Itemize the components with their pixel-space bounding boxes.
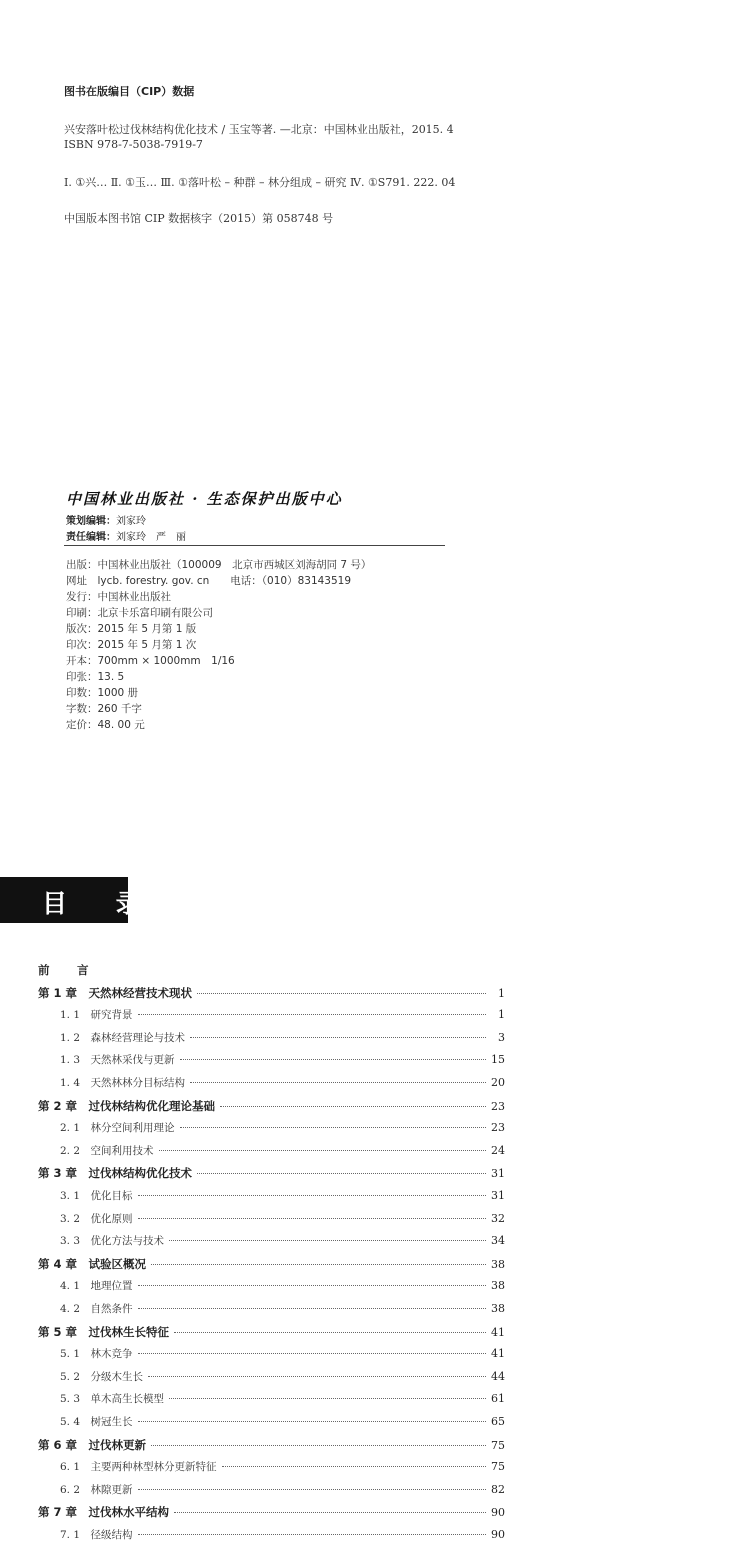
toc-leader-dots (180, 1127, 486, 1128)
toc-page-number: 23 (491, 1121, 505, 1134)
toc-preface-entry[interactable] (38, 962, 505, 978)
toc-leader-dots (180, 1059, 486, 1060)
toc-leader-dots (169, 1240, 486, 1241)
toc-chapter-entry[interactable] (38, 1165, 505, 1181)
toc-section-entry[interactable] (60, 1188, 505, 1204)
toc-page-number: 34 (491, 1234, 505, 1247)
toc-section-entry[interactable] (60, 1482, 505, 1498)
toc-page-number: 82 (491, 1483, 505, 1496)
toc-leader-dots (222, 1466, 486, 1467)
toc-entry-label: 5. 1 林木竞争 (60, 1348, 133, 1360)
cip-title-line: 兴安落叶松过伐林结构优化技术 / 玉宝等著. —北京：中国林业出版社，2015. 4 (64, 123, 454, 136)
cip-record-line: 中国版本图书馆 CIP 数据核字（2015）第 058748 号 (64, 212, 334, 225)
detail-copies: 印数：1000 册 (66, 687, 139, 699)
toc-leader-dots (148, 1376, 486, 1377)
toc-entry-label: 第 4 章 试验区概况 (38, 1257, 147, 1271)
toc-leader-dots (190, 1037, 486, 1038)
toc-entry-label: 5. 3 单木高生长模型 (60, 1393, 165, 1405)
editor-planning-label: 策划编辑： (66, 516, 116, 527)
toc-entry-label: 1. 2 森林经营理论与技术 (60, 1032, 186, 1044)
toc-page-number: 75 (491, 1460, 505, 1473)
toc-entry-label: 3. 2 优化原则 (60, 1213, 133, 1225)
toc-entry-label: 6. 1 主要两种林型林分更新特征 (60, 1461, 217, 1473)
toc-leader-dots (151, 1445, 486, 1446)
toc-entry-label: 第 2 章 过伐林结构优化理论基础 (38, 1099, 216, 1113)
toc-entry-label: 第 7 章 过伐林水平结构 (38, 1505, 170, 1519)
toc-leader-dots (138, 1534, 486, 1535)
toc-leader-dots (138, 1195, 486, 1196)
toc-chapter-entry[interactable] (38, 1437, 505, 1453)
toc-entry-label: 第 6 章 过伐林更新 (38, 1438, 147, 1452)
toc-entry-label: 1. 4 天然林林分目标结构 (60, 1077, 186, 1089)
toc-page-number: 90 (491, 1506, 505, 1519)
toc-section-entry[interactable] (60, 1459, 505, 1475)
toc-page-number: 38 (491, 1302, 505, 1315)
toc-leader-dots (174, 1332, 486, 1333)
detail-printer: 印刷：北京卡乐富印刷有限公司 (66, 607, 213, 619)
toc-section-entry[interactable] (60, 1120, 505, 1136)
toc-page-number: 31 (491, 1167, 505, 1180)
toc-leader-dots (138, 1218, 486, 1219)
toc-section-entry[interactable] (60, 1301, 505, 1317)
detail-edition: 版次：2015 年 5 月第 1 版 (66, 623, 197, 635)
publisher-brand: 中国林业出版社 · 生态保护出版中心 (66, 490, 343, 508)
toc-chapter-entry[interactable] (38, 1098, 505, 1114)
toc-entry-label: 第 5 章 过伐林生长特征 (38, 1325, 170, 1339)
detail-wordcount: 字数：260 千字 (66, 703, 142, 715)
toc-entry-label: 2. 2 空间利用技术 (60, 1145, 154, 1157)
toc-page-number: 38 (491, 1279, 505, 1292)
toc-page-number: 1 (498, 1008, 505, 1021)
toc-entry-label: 3. 1 优化目标 (60, 1190, 133, 1202)
publisher-divider (64, 545, 445, 546)
toc-leader-dots (138, 1489, 486, 1490)
toc-section-entry[interactable] (60, 1391, 505, 1407)
toc-page-number: 23 (491, 1100, 505, 1113)
toc-section-entry[interactable] (60, 1030, 505, 1046)
toc-entry-label: 7. 1 径级结构 (60, 1529, 133, 1541)
toc-page-number: 20 (491, 1076, 505, 1089)
toc-entry-label: 1. 3 天然林采伐与更新 (60, 1054, 175, 1066)
cip-isbn-line: ISBN 978-7-5038-7919-7 (64, 138, 203, 151)
toc-page-number: 1 (498, 987, 505, 1000)
detail-sheets: 印张：13. 5 (66, 671, 125, 683)
toc-entry-label: 前 言 (38, 963, 97, 977)
detail-publisher: 出版：中国林业出版社（100009 北京市西城区刘海胡同 7 号） (66, 559, 372, 571)
toc-title: 目 录 (42, 889, 161, 918)
toc-entry-label: 第 3 章 过伐林结构优化技术 (38, 1166, 193, 1180)
toc-entry-label: 第 1 章 天然林经营技术现状 (38, 986, 193, 1000)
toc-leader-dots (197, 993, 486, 994)
toc-section-entry[interactable] (60, 1075, 505, 1091)
cip-classification-line: Ⅰ. ①兴… Ⅱ. ①玉… Ⅲ. ①落叶松 – 种群 – 林分组成 – 研究 Ⅳ. ①S791. 222. 04 (64, 176, 456, 189)
editor-responsible (66, 528, 186, 543)
toc-entry-label: 5. 2 分级木生长 (60, 1371, 144, 1383)
toc-leader-dots (138, 1285, 486, 1286)
toc-section-entry[interactable] (60, 1346, 505, 1362)
toc-page-number: 44 (491, 1370, 505, 1383)
toc-leader-dots (197, 1173, 486, 1174)
toc-section-entry[interactable] (60, 1278, 505, 1294)
toc-page-number: 3 (498, 1031, 505, 1044)
toc-section-entry[interactable] (60, 1414, 505, 1430)
toc-section-entry[interactable] (60, 1007, 505, 1023)
toc-entry-label: 4. 2 自然条件 (60, 1303, 133, 1315)
toc-page-number: 31 (491, 1189, 505, 1202)
toc-page-number: 41 (491, 1326, 505, 1339)
toc-leader-dots (169, 1398, 486, 1399)
toc-section-entry[interactable] (60, 1369, 505, 1385)
toc-section-entry[interactable] (60, 1143, 505, 1159)
toc-section-entry[interactable] (60, 1052, 505, 1068)
toc-leader-dots (220, 1106, 486, 1107)
editor-planning (66, 512, 146, 527)
editor-planning-name: 刘家玲 (116, 516, 146, 527)
toc-chapter-entry[interactable] (38, 1324, 505, 1340)
toc-leader-dots (159, 1150, 486, 1151)
toc-leader-dots (138, 1421, 486, 1422)
toc-chapter-entry[interactable] (38, 985, 505, 1001)
toc-leader-dots (151, 1264, 486, 1265)
detail-price: 定价：48. 00 元 (66, 719, 145, 731)
toc-page-number: 75 (491, 1439, 505, 1452)
toc-leader-dots (138, 1014, 486, 1015)
toc-chapter-entry[interactable] (38, 1256, 505, 1272)
toc-entry-label: 6. 2 林隙更新 (60, 1484, 133, 1496)
toc-section-entry[interactable] (60, 1233, 505, 1249)
toc-page-number: 90 (491, 1528, 505, 1541)
detail-printing: 印次：2015 年 5 月第 1 次 (66, 639, 197, 651)
toc-leader-dots (138, 1308, 486, 1309)
detail-format: 开本：700mm × 1000mm 1/16 (66, 655, 235, 667)
toc-page-number: 24 (491, 1144, 505, 1157)
toc-chapter-entry[interactable] (38, 1504, 505, 1520)
toc-entry-label: 3. 3 优化方法与技术 (60, 1235, 165, 1247)
toc-page-number: 15 (491, 1053, 505, 1066)
toc-section-entry[interactable] (60, 1211, 505, 1227)
editor-responsible-label: 责任编辑： (66, 532, 116, 543)
toc-page-number: 41 (491, 1347, 505, 1360)
toc-page-number: 32 (491, 1212, 505, 1225)
toc-section-entry[interactable] (60, 1527, 505, 1543)
toc-leader-dots (174, 1512, 486, 1513)
detail-website: 网址 lycb. forestry. gov. cn 电话：（010）83143519 (66, 575, 352, 587)
toc-entry-label: 2. 1 林分空间利用理论 (60, 1122, 175, 1134)
toc-page-number: 61 (491, 1392, 505, 1405)
toc-entry-label: 5. 4 树冠生长 (60, 1416, 133, 1428)
cip-heading: 图书在版编目（CIP）数据 (64, 85, 195, 98)
detail-distributor: 发行：中国林业出版社 (66, 591, 171, 603)
toc-page-number: 65 (491, 1415, 505, 1428)
toc-entry-label: 4. 1 地理位置 (60, 1280, 133, 1292)
toc-page-number: 38 (491, 1258, 505, 1271)
toc-leader-dots (138, 1353, 486, 1354)
editor-responsible-name: 刘家玲 严 丽 (116, 532, 186, 543)
toc-leader-dots (190, 1082, 486, 1083)
toc-entry-label: 1. 1 研究背景 (60, 1009, 133, 1021)
